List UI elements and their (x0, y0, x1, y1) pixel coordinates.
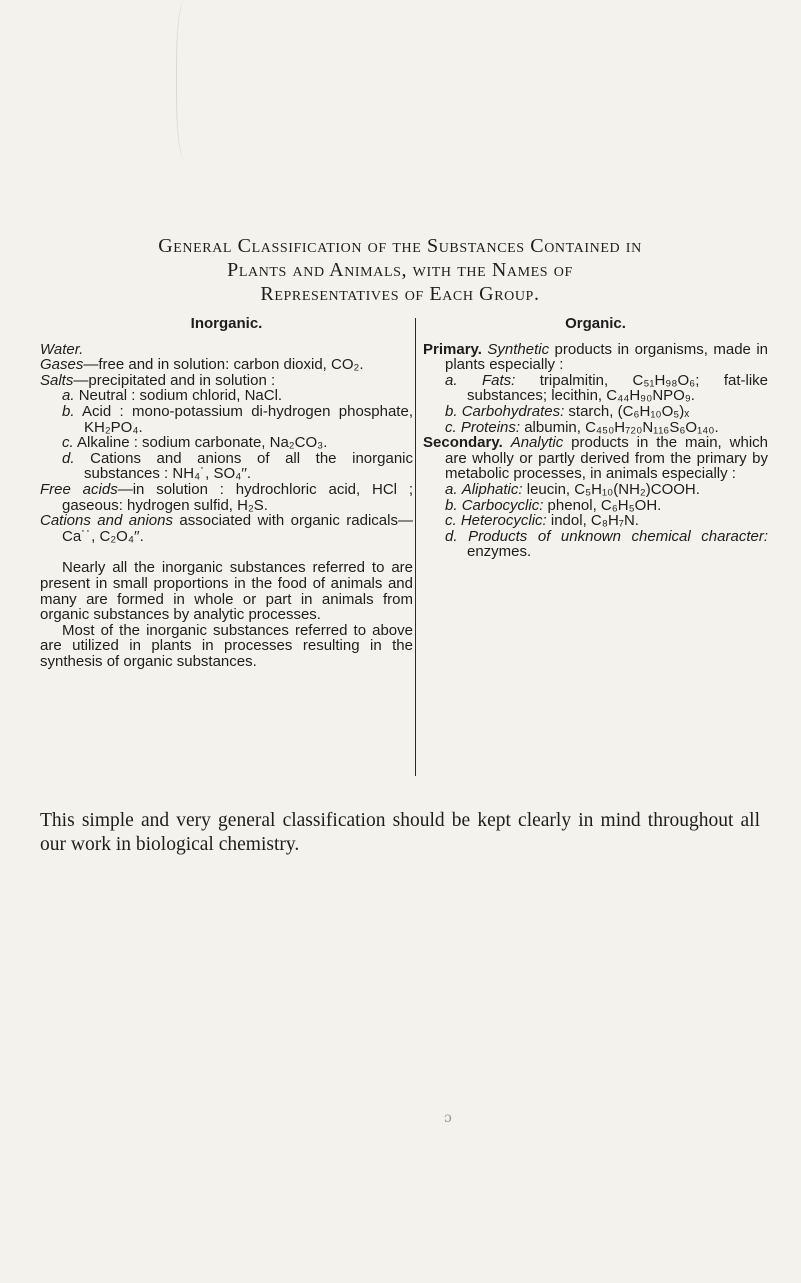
gases-text: —free and in solution: carbon dioxid, CO₂. (83, 356, 364, 374)
item-letter: c. (445, 512, 457, 530)
section-heading (40, 234, 760, 306)
acids-entry (40, 482, 413, 513)
item-text: indol, C₈H₇N. (550, 512, 639, 530)
item-letter: c. (62, 434, 74, 452)
salts-text: —precipitated and in solution : (73, 371, 276, 389)
salts-item (40, 388, 413, 404)
item-label: Carbohydrates: (461, 402, 565, 420)
secondary-entry (423, 435, 768, 482)
inorganic-column (40, 316, 413, 669)
item-label: Aliphatic: (461, 480, 523, 498)
primary-label: Primary. (423, 340, 482, 358)
primary-item (423, 373, 768, 404)
item-label: Fats: (481, 371, 516, 389)
primary-item (423, 404, 768, 420)
item-text: phenol, C₆H₅OH. (547, 496, 662, 514)
column-divider (415, 318, 416, 776)
item-letter: b. (445, 496, 458, 514)
item-letter: d. (445, 527, 458, 545)
item-text: Alkaline : sodium carbonate, Na₂CO₃. (77, 434, 328, 452)
item-text: leucin, C₅H₁₀(NH₂)COOH. (526, 480, 700, 498)
item-letter: a. (445, 371, 458, 389)
acids-text: —in solution : hydrochloric acid, HCl ; gaseous: hydrogen sulfid, H₂S. (62, 480, 413, 514)
item-letter: d. (62, 449, 75, 467)
item-text: starch, (C₆H₁₀O₅)ₓ (568, 402, 690, 420)
item-letter: a. (445, 480, 458, 498)
inorganic-title: Inorganic. (190, 315, 263, 332)
item-label: Carbocyclic: (461, 496, 544, 514)
secondary-label: Secondary. (423, 434, 503, 452)
primary-entry (423, 342, 768, 373)
item-label: Proteins: (460, 418, 521, 436)
primary-italic: Synthetic (487, 340, 550, 358)
item-text: Neutral : sodium chlorid, NaCl. (78, 387, 283, 405)
salts-entry (40, 373, 413, 389)
item-text: Cations and anions of all the inorganic substances : NH₄˙, SO₄′′. (84, 449, 413, 483)
salts-item (40, 451, 413, 482)
item-letter: b. (445, 402, 458, 420)
item-letter: a. (62, 387, 75, 405)
item-letter: c. (445, 418, 457, 436)
closing-paragraph: This simple and very general classification should be kept clearly in mind throughout all our work in biological chemistry. (40, 809, 760, 855)
primary-text: products in organisms, made in plants especially : (445, 340, 769, 374)
secondary-text: products in the main, which are wholly or partly derived from the primary by metabolic processes, in animals especially : (445, 434, 768, 483)
acids-label: Free acids (40, 480, 118, 498)
heading-line-1: General Classification of the Substances Contained in (158, 235, 642, 257)
item-label: Heterocyclic: (460, 512, 547, 530)
secondary-italic: Analytic (510, 434, 564, 452)
item-text: Acid : mono-potassium di-hydrogen phosphate, KH₂PO₄. (82, 402, 413, 436)
inorganic-paragraph-1: Nearly all the inorganic substances referred to are present in small proportions in the food of animals and many are formed in whole or part in animals from organic substances by analytic processes. (40, 559, 413, 624)
water-entry: Water. (40, 340, 84, 358)
item-letter: b. (62, 402, 75, 420)
inorganic-paragraph-2: Most of the inorganic substances referred to above are utilized in plants in processes resulting in the synthesis of organic substances. (40, 621, 413, 670)
cations-label: Cations and anions (40, 512, 173, 530)
secondary-item (423, 529, 768, 560)
salts-item (40, 435, 413, 451)
salts-label: Salts (40, 371, 74, 389)
salts-item (40, 404, 413, 435)
secondary-item (423, 498, 768, 514)
primary-item (423, 420, 768, 436)
item-label: Products of unknown chemical character: (468, 527, 768, 545)
organic-title: Organic. (565, 315, 626, 332)
heading-line-3: Representatives of Each Group. (260, 283, 540, 305)
item-text: tripalmitin, C₅₁H₉₈O₆; fat-like substances; lecithin, C₄₄H₉₀NPO₉. (467, 371, 769, 405)
secondary-item (423, 513, 768, 529)
gases-label: Gases (40, 356, 84, 374)
gases-entry (40, 357, 413, 373)
secondary-item (423, 482, 768, 498)
stray-mark: ɔ (444, 1110, 452, 1126)
page-curl-edge (176, 0, 197, 160)
cations-entry (40, 513, 413, 544)
organic-column (423, 316, 768, 560)
item-text: albumin, C₄₅₀H₇₂₀N₁₁₆S₆O₁₄₀. (524, 418, 719, 436)
cations-text: associated with organic radicals—Ca˙˙, C₂O₄′′. (62, 512, 413, 545)
heading-line-2: Plants and Animals, with the Names of (227, 259, 573, 281)
item-text: enzymes. (467, 543, 532, 561)
